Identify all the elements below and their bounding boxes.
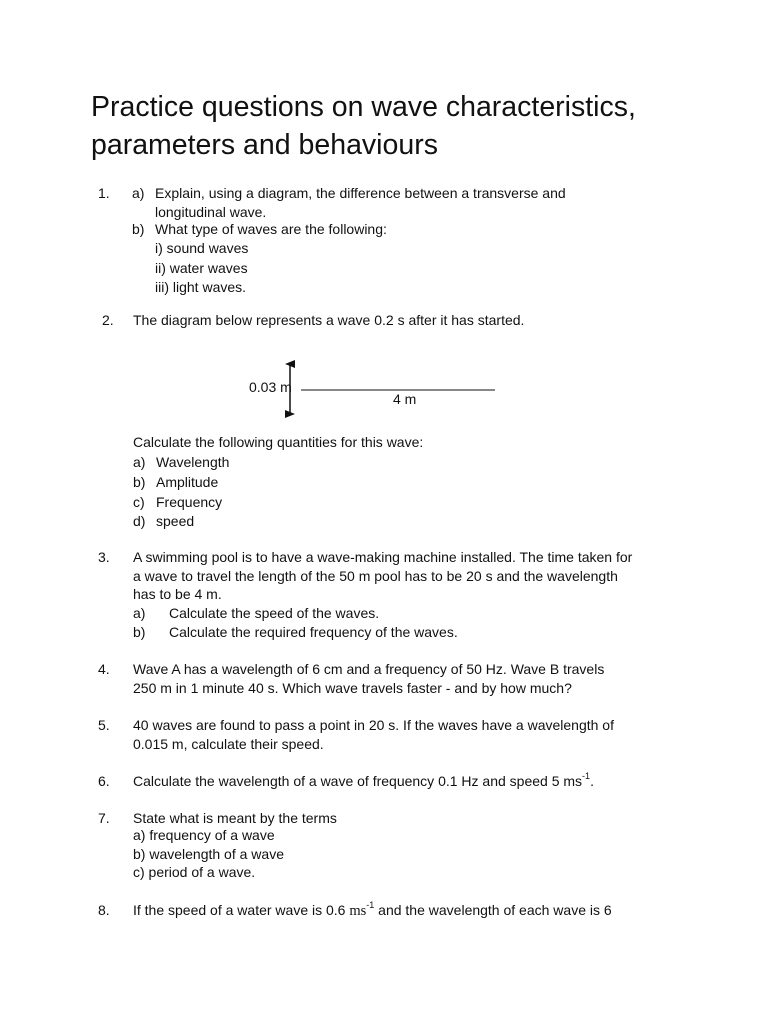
question-5-number: 5. — [98, 717, 110, 733]
question-1b-subpart: iii) light waves. — [155, 279, 247, 295]
question-3-text: A swimming pool is to have a wave-making machine installed. The time taken for — [133, 549, 633, 565]
question-7-subpart: c) period of a wave. — [133, 864, 256, 880]
question-7-number: 7. — [98, 810, 110, 826]
question-5-text: 40 waves are found to pass a point in 20 s. If the waves have a wavelength of — [133, 717, 614, 733]
question-1-number: 1. — [98, 185, 110, 201]
question-6-text-end: . — [590, 773, 594, 789]
amplitude-label: 0.03 m — [249, 379, 292, 395]
question-1b-subpart: ii) water waves — [155, 260, 248, 276]
page-title: Practice questions on wave characteristics, parameters and behaviours — [91, 91, 636, 161]
question-2-number: 2. — [102, 312, 114, 328]
question-3b-text: Calculate the required frequency of the waves. — [169, 624, 458, 640]
question-6-number: 6. — [98, 773, 110, 789]
question-2a-label: a) — [133, 454, 146, 470]
question-1b-text: What type of waves are the following: — [155, 221, 387, 237]
question-3a-text: Calculate the speed of the waves. — [169, 605, 380, 621]
question-2-prompt: Calculate the following quantities for this wave: — [133, 434, 424, 450]
question-3-text: a wave to travel the length of the 50 m pool has to be 20 s and the wavelength — [133, 568, 618, 584]
question-3-number: 3. — [98, 549, 110, 565]
question-1a-label: a) — [132, 185, 145, 201]
question-2b-label: b) — [133, 474, 146, 490]
question-2d-text: speed — [156, 513, 195, 529]
question-2c-text: Frequency — [156, 494, 223, 510]
question-8-unit: ms — [349, 903, 367, 919]
question-7-subpart: a) frequency of a wave — [133, 827, 275, 843]
question-5-text: 0.015 m, calculate their speed. — [133, 736, 324, 752]
question-8-text — [133, 901, 612, 920]
question-6-text — [133, 772, 594, 790]
wave-diagram — [240, 350, 510, 430]
question-1b-subpart: i) sound waves — [155, 240, 249, 256]
question-4-number: 4. — [98, 661, 110, 677]
question-2c-label: c) — [133, 494, 145, 510]
question-6-text-main: Calculate the wavelength of a wave of frequency 0.1 Hz and speed 5 ms — [133, 773, 583, 789]
question-4-text: Wave A has a wavelength of 6 cm and a frequency of 50 Hz. Wave B travels — [133, 661, 605, 677]
question-1a-text: longitudinal wave. — [155, 204, 267, 220]
question-2b-text: Amplitude — [156, 474, 219, 490]
question-1a-text: Explain, using a diagram, the difference between a transverse and — [155, 185, 566, 201]
question-3b-label: b) — [133, 624, 146, 640]
question-8-number: 8. — [98, 902, 110, 918]
length-label: 4 m — [393, 391, 417, 407]
question-2a-text: Wavelength — [156, 454, 230, 470]
question-3a-label: a) — [133, 605, 146, 621]
question-8-superscript: -1 — [366, 900, 375, 911]
question-6-superscript: -1 — [582, 771, 591, 782]
question-3-text: has to be 4 m. — [133, 586, 222, 602]
question-7-subpart: b) wavelength of a wave — [133, 846, 284, 862]
question-8-text-end: and the wavelength of each wave is 6 — [374, 902, 612, 918]
question-1b-label: b) — [132, 221, 145, 237]
question-2d-label: d) — [133, 513, 146, 529]
question-2-text: The diagram below represents a wave 0.2 s after it has started. — [133, 312, 525, 328]
question-7-text: State what is meant by the terms — [133, 810, 337, 826]
question-4-text: 250 m in 1 minute 40 s. Which wave travels faster - and by how much? — [133, 680, 572, 696]
question-8-text-main: If the speed of a water wave is 0.6 — [133, 902, 350, 918]
